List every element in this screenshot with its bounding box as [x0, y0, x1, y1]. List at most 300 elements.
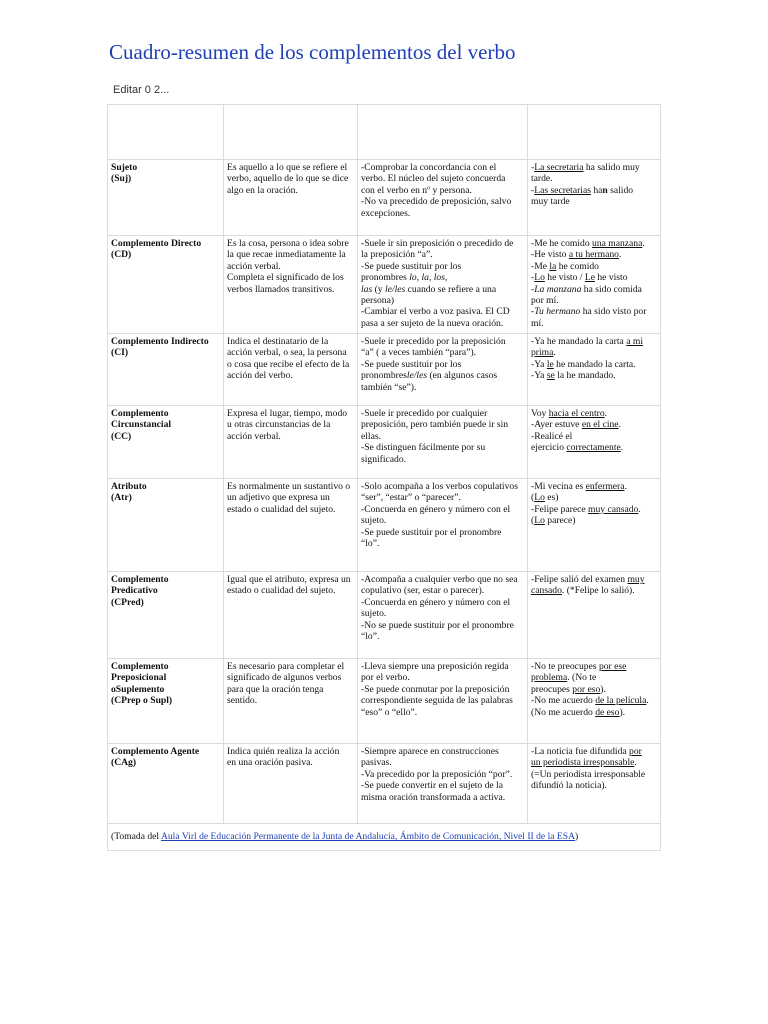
text-run: . [642, 238, 645, 249]
cell-line [531, 370, 659, 381]
text-run: . (No te [567, 672, 597, 684]
cell-line [531, 196, 659, 207]
examples-cell [528, 744, 661, 824]
text-run: preocupes [531, 683, 573, 695]
text-run: -Ya he mandado la carta [531, 336, 627, 347]
text-run: la [549, 260, 557, 272]
cell-line [227, 408, 356, 419]
cell-line [361, 481, 526, 492]
complement-name-cell [108, 572, 224, 659]
text-run: he visto / [544, 272, 585, 284]
cell-line [361, 792, 526, 803]
cell-line [361, 306, 526, 317]
complement-name-cell [108, 334, 224, 406]
text-run: acción verbal, o sea, la persona [227, 347, 347, 359]
text-run: la que recae inmediatamente la [227, 249, 346, 261]
text-run: Lo [534, 492, 545, 504]
cell-line [361, 261, 526, 272]
cell-line [361, 695, 526, 706]
text-run: ha sido comida [581, 283, 642, 295]
text-run: Igual que el atributo, expresa un [227, 574, 351, 585]
complement-name-line: (CAg) [111, 757, 137, 769]
text-run: -Acompaña a cualquier verbo que no sea [361, 574, 518, 585]
text-run: problema [531, 672, 568, 684]
text-run: a tu hermano [568, 249, 619, 261]
text-run: -Suele ir sin preposición o precedido de [361, 238, 514, 249]
text-run: -Ayer estuve [531, 419, 582, 431]
text-run: muy tarde [531, 196, 570, 208]
cell-line [531, 504, 659, 515]
text-run: tarde. [531, 173, 553, 185]
text-run: verbos llamados transitivos. [227, 283, 335, 295]
complement-name-line: Circunstancial [111, 419, 172, 431]
text-run: algo en la oración. [227, 184, 298, 196]
cell-line [531, 707, 659, 718]
text-run: verbo. El núcleo del sujeto concuerda [361, 173, 506, 185]
text-run: Le [584, 272, 595, 284]
cell-line [361, 419, 526, 430]
cell-line [227, 238, 356, 249]
complement-name-line: Complemento [111, 574, 169, 585]
text-run: -Concuerda en género y número con el [361, 503, 511, 515]
text-run: por el verbo. [361, 672, 410, 684]
cell-line [531, 347, 659, 358]
examples-cell [528, 659, 661, 744]
text-run: ). [619, 706, 626, 718]
text-run: - [531, 272, 535, 284]
cell-line [227, 261, 356, 272]
cell-line [361, 272, 526, 283]
text-run: n [602, 184, 608, 196]
text-run: significado de algunos verbos [227, 672, 342, 684]
cell-line [361, 620, 526, 631]
cell-line [227, 695, 356, 706]
definition-cell [224, 479, 358, 572]
complement-name-cell [108, 160, 224, 236]
cell-line [361, 585, 526, 596]
complement-name-line: (Suj) [111, 173, 132, 185]
text-run: -Lleva siempre una preposición regida [361, 661, 509, 672]
text-run: mí. [531, 317, 544, 329]
text-run: Indica quién realiza la acción [227, 746, 340, 757]
text-run: con el verbo en nº y persona. [361, 184, 472, 196]
text-run: . [646, 695, 649, 707]
cell-line [531, 162, 659, 173]
text-run: una manzana [592, 238, 643, 249]
text-run: Expresa el lugar, tiempo, modo [227, 408, 348, 419]
cell-line [361, 769, 526, 780]
text-run: Tu hermano [534, 306, 581, 318]
definition-cell [224, 406, 358, 479]
cell-line [531, 695, 659, 706]
cell-line [227, 347, 356, 358]
text-run: por mí. [531, 295, 559, 307]
cell-line [531, 481, 659, 492]
cell-line [531, 295, 659, 306]
text-run: la preposición “a”. [361, 249, 433, 261]
cell-line [227, 185, 356, 196]
text-run: ( [531, 515, 535, 527]
complement-name-line: Sujeto [111, 162, 138, 173]
text-run: -Concuerda en género y número con el [361, 596, 511, 608]
text-run: . [553, 347, 556, 359]
text-run: muy cansado [588, 503, 639, 515]
definition-cell [224, 744, 358, 824]
text-run: muy [627, 574, 645, 585]
complement-name-line: (CD) [111, 249, 132, 261]
header-cell [224, 105, 358, 160]
complement-name-cell [108, 406, 224, 479]
text-run: Las secretarias [534, 184, 591, 196]
text-run: . [604, 408, 608, 419]
text-run: . [624, 481, 627, 492]
recognition-cell [358, 236, 528, 334]
table-row [108, 334, 661, 406]
cell-line [227, 585, 356, 596]
cell-line [531, 492, 659, 503]
text-run: -No va precedido de preposición, salvo [361, 196, 512, 208]
text-run: le/les [385, 283, 406, 295]
text-run: -Mi vecina es [531, 481, 586, 492]
text-run: Es la cosa, persona o idea sobre [227, 238, 349, 249]
text-run: persona) [361, 295, 395, 307]
text-run: - [531, 283, 535, 295]
text-run: a mi [626, 336, 643, 347]
cell-line [531, 515, 659, 526]
text-run: La manzana [534, 283, 582, 295]
examples-cell [528, 160, 661, 236]
text-run: Lo [534, 515, 545, 527]
table-body [108, 105, 661, 851]
cell-line [227, 249, 356, 260]
cell-line [361, 608, 526, 619]
text-run: acción verbal. [227, 430, 281, 442]
header-row [108, 105, 661, 160]
cell-line [227, 661, 356, 672]
cell-line [531, 408, 659, 419]
cell-line [361, 661, 526, 672]
cell-line [227, 272, 356, 283]
text-run: para que la oración tenga [227, 683, 324, 695]
text-run: -Se puede sustituir por los [361, 358, 462, 370]
source-prefix: (Tomada del [111, 831, 161, 843]
text-run: Voy [531, 408, 549, 419]
cell-line [361, 431, 526, 442]
cell-line [531, 249, 659, 260]
cell-line [531, 574, 659, 585]
text-run: -Suele ir precedido por la preposición [361, 336, 506, 347]
text-run: significado. [361, 453, 407, 465]
definition-cell [224, 572, 358, 659]
text-run: hacia el centro [548, 408, 605, 419]
text-run: o cosa que recibe el efecto de la [227, 358, 350, 370]
text-run: Es aquello a lo que se refiere el [227, 162, 348, 173]
cell-line [531, 757, 659, 768]
cell-line [531, 272, 659, 283]
text-run: estado o cualidad del sujeto. [227, 585, 336, 597]
source-cell [108, 824, 661, 851]
examples-cell [528, 572, 661, 659]
examples-cell [528, 479, 661, 572]
text-run: (=Un periodista irresponsable [531, 768, 646, 780]
cell-line [361, 597, 526, 608]
text-run: prima [531, 347, 554, 359]
complement-name-line: Atributo [111, 481, 147, 492]
cell-line [361, 757, 526, 768]
cell-line [227, 504, 356, 515]
cell-line [227, 370, 356, 381]
text-run: pronombres [361, 370, 407, 382]
text-run: ejercicio [531, 442, 567, 454]
cell-line [361, 173, 526, 184]
text-run: le [546, 358, 554, 370]
text-run: -Felipe salió del examen [531, 574, 628, 585]
cell-line [531, 185, 659, 196]
text-run: he visto [594, 272, 628, 284]
text-run: -No te preocupes [531, 661, 599, 672]
text-run: -Realicé el [531, 430, 573, 442]
cell-line [361, 382, 526, 393]
text-run: pasivas. [361, 757, 392, 769]
cell-line [227, 481, 356, 492]
cell-line [531, 769, 659, 780]
cell-line [227, 419, 356, 430]
text-run: Es normalmente un sustantivo o [227, 481, 351, 492]
text-run: . [634, 757, 637, 769]
source-suffix: ) [575, 831, 579, 843]
cell-line [361, 295, 526, 306]
cell-line [227, 492, 356, 503]
text-run: “eso” o “ello”. [361, 706, 418, 718]
text-run: -Se puede conmutar por la preposición [361, 683, 510, 695]
text-run: “a” ( a veces también “para”). [361, 347, 477, 359]
text-run: correctamente [566, 442, 621, 454]
text-run: . [618, 419, 621, 431]
cell-line [227, 684, 356, 695]
complement-name-line: (CPrep o Supl) [111, 695, 173, 707]
text-run: “lo”. [361, 631, 380, 643]
recognition-cell [358, 406, 528, 479]
cell-line [361, 318, 526, 329]
text-run: Completa el significado de los [227, 272, 344, 284]
cell-line [361, 249, 526, 260]
header-cell [108, 105, 224, 160]
text-run: La secretaria [534, 162, 584, 173]
cell-line [227, 574, 356, 585]
text-run: ). [600, 683, 606, 695]
cell-line [361, 196, 526, 207]
text-run: (No me acuerdo [531, 706, 596, 718]
text-run: . [620, 442, 624, 454]
examples-cell [528, 334, 661, 406]
cell-line [361, 162, 526, 173]
text-run: también “se”). [361, 381, 417, 393]
text-run: un periodista irresponsable [531, 757, 635, 769]
cell-line [361, 492, 526, 503]
cell-line [361, 408, 526, 419]
header-cell [358, 105, 528, 160]
text-run: en una oración pasiva. [227, 757, 313, 769]
cell-line [531, 359, 659, 370]
cell-line [531, 336, 659, 347]
cell-line [531, 318, 659, 329]
cell-line [361, 707, 526, 718]
text-run: - [531, 184, 535, 196]
text-run: pasa a ser sujeto de la nueva oración. [361, 317, 504, 329]
text-run: u otras circunstancias de la [227, 419, 331, 431]
cell-line [361, 185, 526, 196]
cell-line [531, 419, 659, 430]
cell-line [361, 746, 526, 757]
text-run: Es necesario para completar el [227, 661, 345, 672]
cell-line [361, 336, 526, 347]
table-row [108, 659, 661, 744]
source-row [108, 824, 661, 851]
definition-cell [224, 236, 358, 334]
recognition-cell [358, 744, 528, 824]
text-run: estado o cualidad del sujeto. [227, 503, 336, 515]
complement-name-line: (CC) [111, 430, 132, 442]
text-run: -Siempre aparece en construcciones [361, 746, 499, 757]
cell-line [361, 527, 526, 538]
text-run: -Suele ir precedido por cualquier [361, 408, 488, 419]
cell-line [361, 442, 526, 453]
header-cell [528, 105, 661, 160]
text-run: he comido [556, 260, 599, 272]
text-run: preposición, pero también puede ir sin [361, 419, 509, 431]
complement-name-line: Complemento Agente [111, 746, 200, 757]
text-run: -Comprobar la concordancia con el [361, 162, 497, 173]
text-run: -Me [531, 260, 550, 272]
text-run: Lo [534, 272, 545, 284]
complement-name-line: Complemento Indirecto [111, 336, 209, 347]
text-run: parece) [544, 515, 576, 527]
text-run: sentido. [227, 695, 258, 707]
text-run: correspondiente seguida de las palabras [361, 695, 513, 707]
cell-line [531, 306, 659, 317]
text-run: -Se puede convertir en el sujeto de la [361, 780, 503, 792]
text-run: ( [531, 492, 535, 504]
examples-cell [528, 406, 661, 479]
definition-cell [224, 659, 358, 744]
text-run: se [546, 370, 555, 382]
cell-line [361, 238, 526, 249]
complements-table [107, 104, 661, 851]
text-run: -Cambiar el verbo a voz pasiva. El CD [361, 306, 510, 318]
text-run: . [618, 249, 622, 261]
definition-cell [224, 334, 358, 406]
cell-line [361, 672, 526, 683]
cell-line [361, 631, 526, 642]
page-title: Cuadro-resumen de los complementos del verbo [109, 40, 516, 64]
text-run: -Va precedido por la preposición “por”. [361, 768, 513, 780]
text-run: pronombres [361, 272, 410, 284]
text-run: copulativo (ser, estar o parecer). [361, 585, 485, 597]
cell-line [361, 370, 526, 381]
text-run: en el cine [581, 419, 619, 431]
cell-line [361, 515, 526, 526]
table-row [108, 406, 661, 479]
recognition-cell [358, 572, 528, 659]
text-run: sujeto. [361, 608, 387, 620]
text-run: “lo”. [361, 538, 380, 550]
recognition-cell [358, 334, 528, 406]
complement-name-line: Preposicional [111, 672, 167, 684]
cell-line [531, 672, 659, 683]
text-run: cuando se refiere a una [405, 283, 497, 295]
text-run: . [638, 503, 641, 515]
examples-cell [528, 236, 661, 334]
text-run: la he mandado. [554, 370, 616, 382]
text-run: misma oración transformada a activa. [361, 791, 506, 803]
table-row [108, 160, 661, 236]
text-run: he mandado la carta. [553, 358, 636, 370]
cell-line [531, 238, 659, 249]
text-run: por ese [598, 661, 627, 672]
cell-line [531, 684, 659, 695]
cell-line [361, 284, 526, 295]
cell-line [227, 757, 356, 768]
cell-line [227, 746, 356, 757]
complement-name-cell [108, 236, 224, 334]
text-run: las [361, 283, 373, 295]
cell-line [227, 336, 356, 347]
cell-line [531, 431, 659, 442]
cell-line [531, 746, 659, 757]
table-row [108, 236, 661, 334]
complement-name-line: (CPred) [111, 596, 144, 608]
text-run: es) [544, 492, 559, 504]
complement-name-cell [108, 659, 224, 744]
text-run: lo, la, los, [409, 272, 448, 284]
complement-name-line: (Atr) [111, 492, 132, 504]
cell-line [531, 585, 659, 596]
cell-line [361, 684, 526, 695]
cell-line [227, 672, 356, 683]
cell-line [227, 359, 356, 370]
cell-line [531, 261, 659, 272]
text-run: de la película [595, 695, 647, 707]
cell-line [531, 442, 659, 453]
text-run: de eso [595, 706, 620, 718]
complement-name-line: Complemento Directo [111, 238, 202, 249]
cell-line [361, 780, 526, 791]
text-run: - [531, 306, 535, 318]
text-run: enfermera [585, 481, 625, 492]
cell-line [361, 454, 526, 465]
text-run: ha [590, 184, 603, 196]
text-run: -Se puede sustituir por el pronombre [361, 526, 502, 538]
source-link[interactable]: Aula Virl de Educación Permanente de la Junta de Andalucía, Ámbito de Comunicación, Nivel II de la ESA [160, 831, 576, 843]
cell-line [227, 162, 356, 173]
cell-line [361, 574, 526, 585]
complement-name-line: Predicativo [111, 585, 158, 597]
text-run: por eso [572, 683, 601, 695]
text-run: -Felipe parece [531, 503, 588, 515]
complement-name-cell [108, 744, 224, 824]
text-run: verbo, aquello de lo que se dice [227, 173, 349, 185]
edit-link[interactable]: Editar 0 2... [113, 84, 170, 96]
text-run: -Se distinguen fácilmente por su [361, 442, 486, 454]
text-run: por [629, 746, 642, 757]
text-run: difundió la noticia). [531, 780, 607, 792]
cell-line [361, 347, 526, 358]
text-run: cansado [531, 585, 562, 597]
text-run: un adjetivo que expresa un [227, 492, 330, 504]
cell-line [531, 284, 659, 295]
text-run: - [531, 162, 535, 173]
text-run: ha sido visto por [580, 306, 647, 318]
